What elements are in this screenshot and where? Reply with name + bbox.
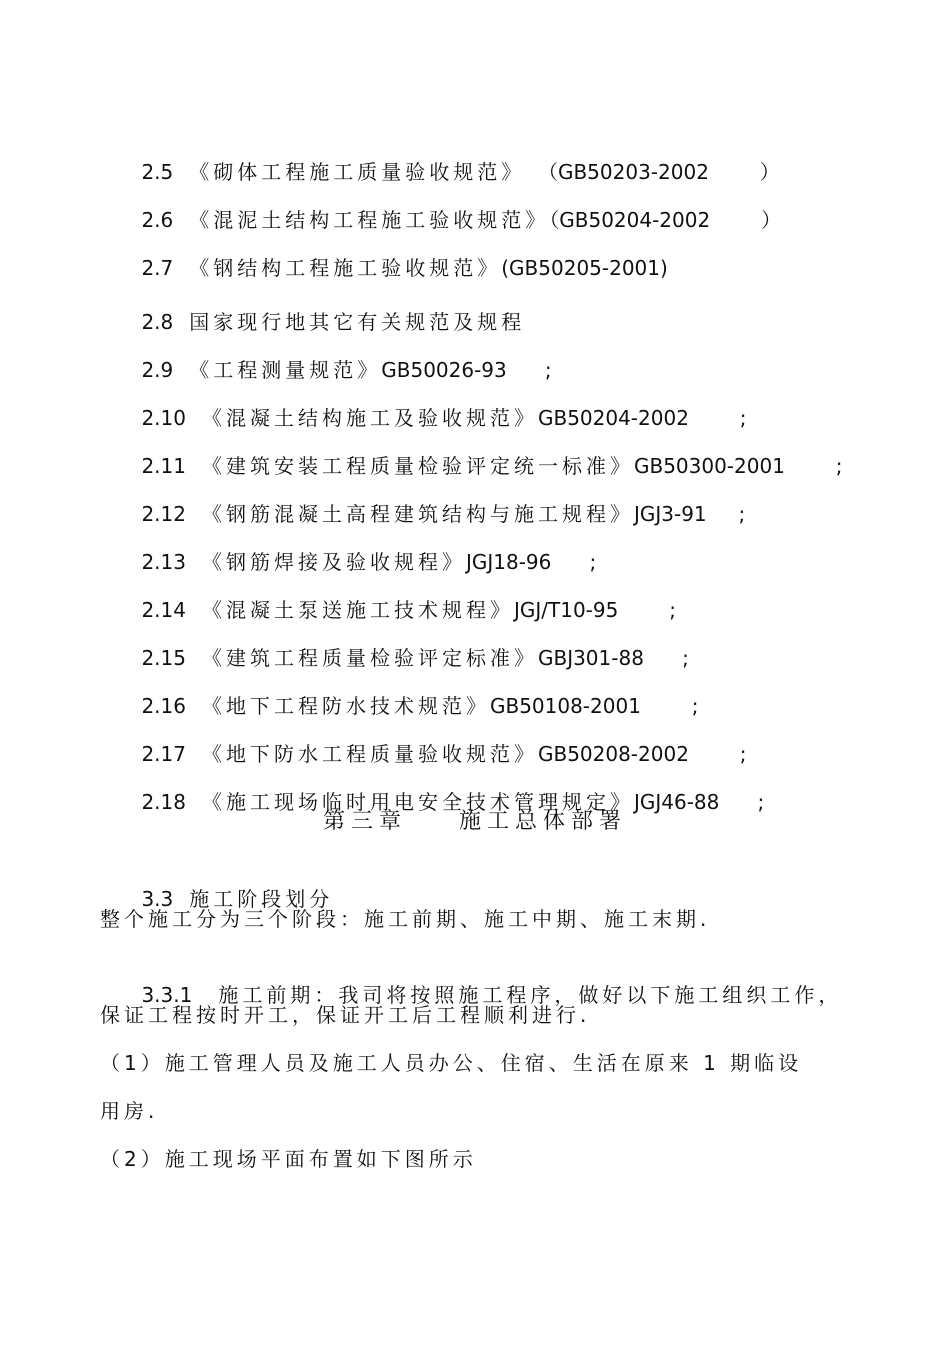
chapter-title: 第三章 施工总体部署 — [323, 809, 627, 834]
paragraph-continuation: 用房. — [100, 1099, 159, 1123]
list-item: 2.9 《工程测量规范》GB50026-93 ; — [141, 358, 552, 382]
list-item: （1）施工管理人员及施工人员办公、住宿、生活在原来 1 期临设 — [100, 1051, 803, 1075]
list-item: 2.8 国家现行地其它有关规范及规程 — [141, 310, 526, 334]
list-item: 2.5 《砌体工程施工质量验收规范》 （GB50203-2002 ） — [141, 160, 780, 184]
section-heading: 3.3 施工阶段划分 — [141, 887, 334, 911]
list-item: 2.6 《混泥土结构工程施工验收规范》（GB50204-2002 ） — [141, 208, 782, 232]
paragraph-continuation: 保证工程按时开工，保证开工后工程顺利进行. — [100, 1003, 591, 1027]
list-item: 2.11 《建筑安装工程质量检验评定统一标准》GB50300-2001 ; — [141, 454, 843, 478]
paragraph: 整个施工分为三个阶段：施工前期、施工中期、施工末期. — [100, 907, 711, 931]
list-item: 2.7 《钢结构工程施工验收规范》(GB50205-2001) — [141, 256, 668, 280]
list-item: 2.18 《施工现场临时用电安全技术管理规定》JGJ46-88 ; — [141, 790, 765, 814]
list-item: 2.14 《混凝土泵送施工技术规程》JGJ/T10-95 ; — [141, 598, 676, 622]
list-item: 2.16 《地下工程防水技术规范》GB50108-2001 ; — [141, 694, 699, 718]
list-item: 2.10 《混凝土结构施工及验收规范》GB50204-2002 ; — [141, 406, 747, 430]
list-item: 2.15 《建筑工程质量检验评定标准》GBJ301-88 ; — [141, 646, 689, 670]
list-item: 2.12 《钢筋混凝土高程建筑结构与施工规程》JGJ3-91 ; — [141, 502, 746, 526]
list-item: （2）施工现场平面布置如下图所示 — [100, 1147, 477, 1171]
list-item: 2.13 《钢筋焊接及验收规程》JGJ18-96 ; — [141, 550, 597, 574]
list-item: 2.17 《地下防水工程质量验收规范》GB50208-2002 ; — [141, 742, 747, 766]
paragraph: 3.3.1 施工前期：我司将按照施工程序，做好以下施工组织工作， — [141, 983, 843, 1007]
